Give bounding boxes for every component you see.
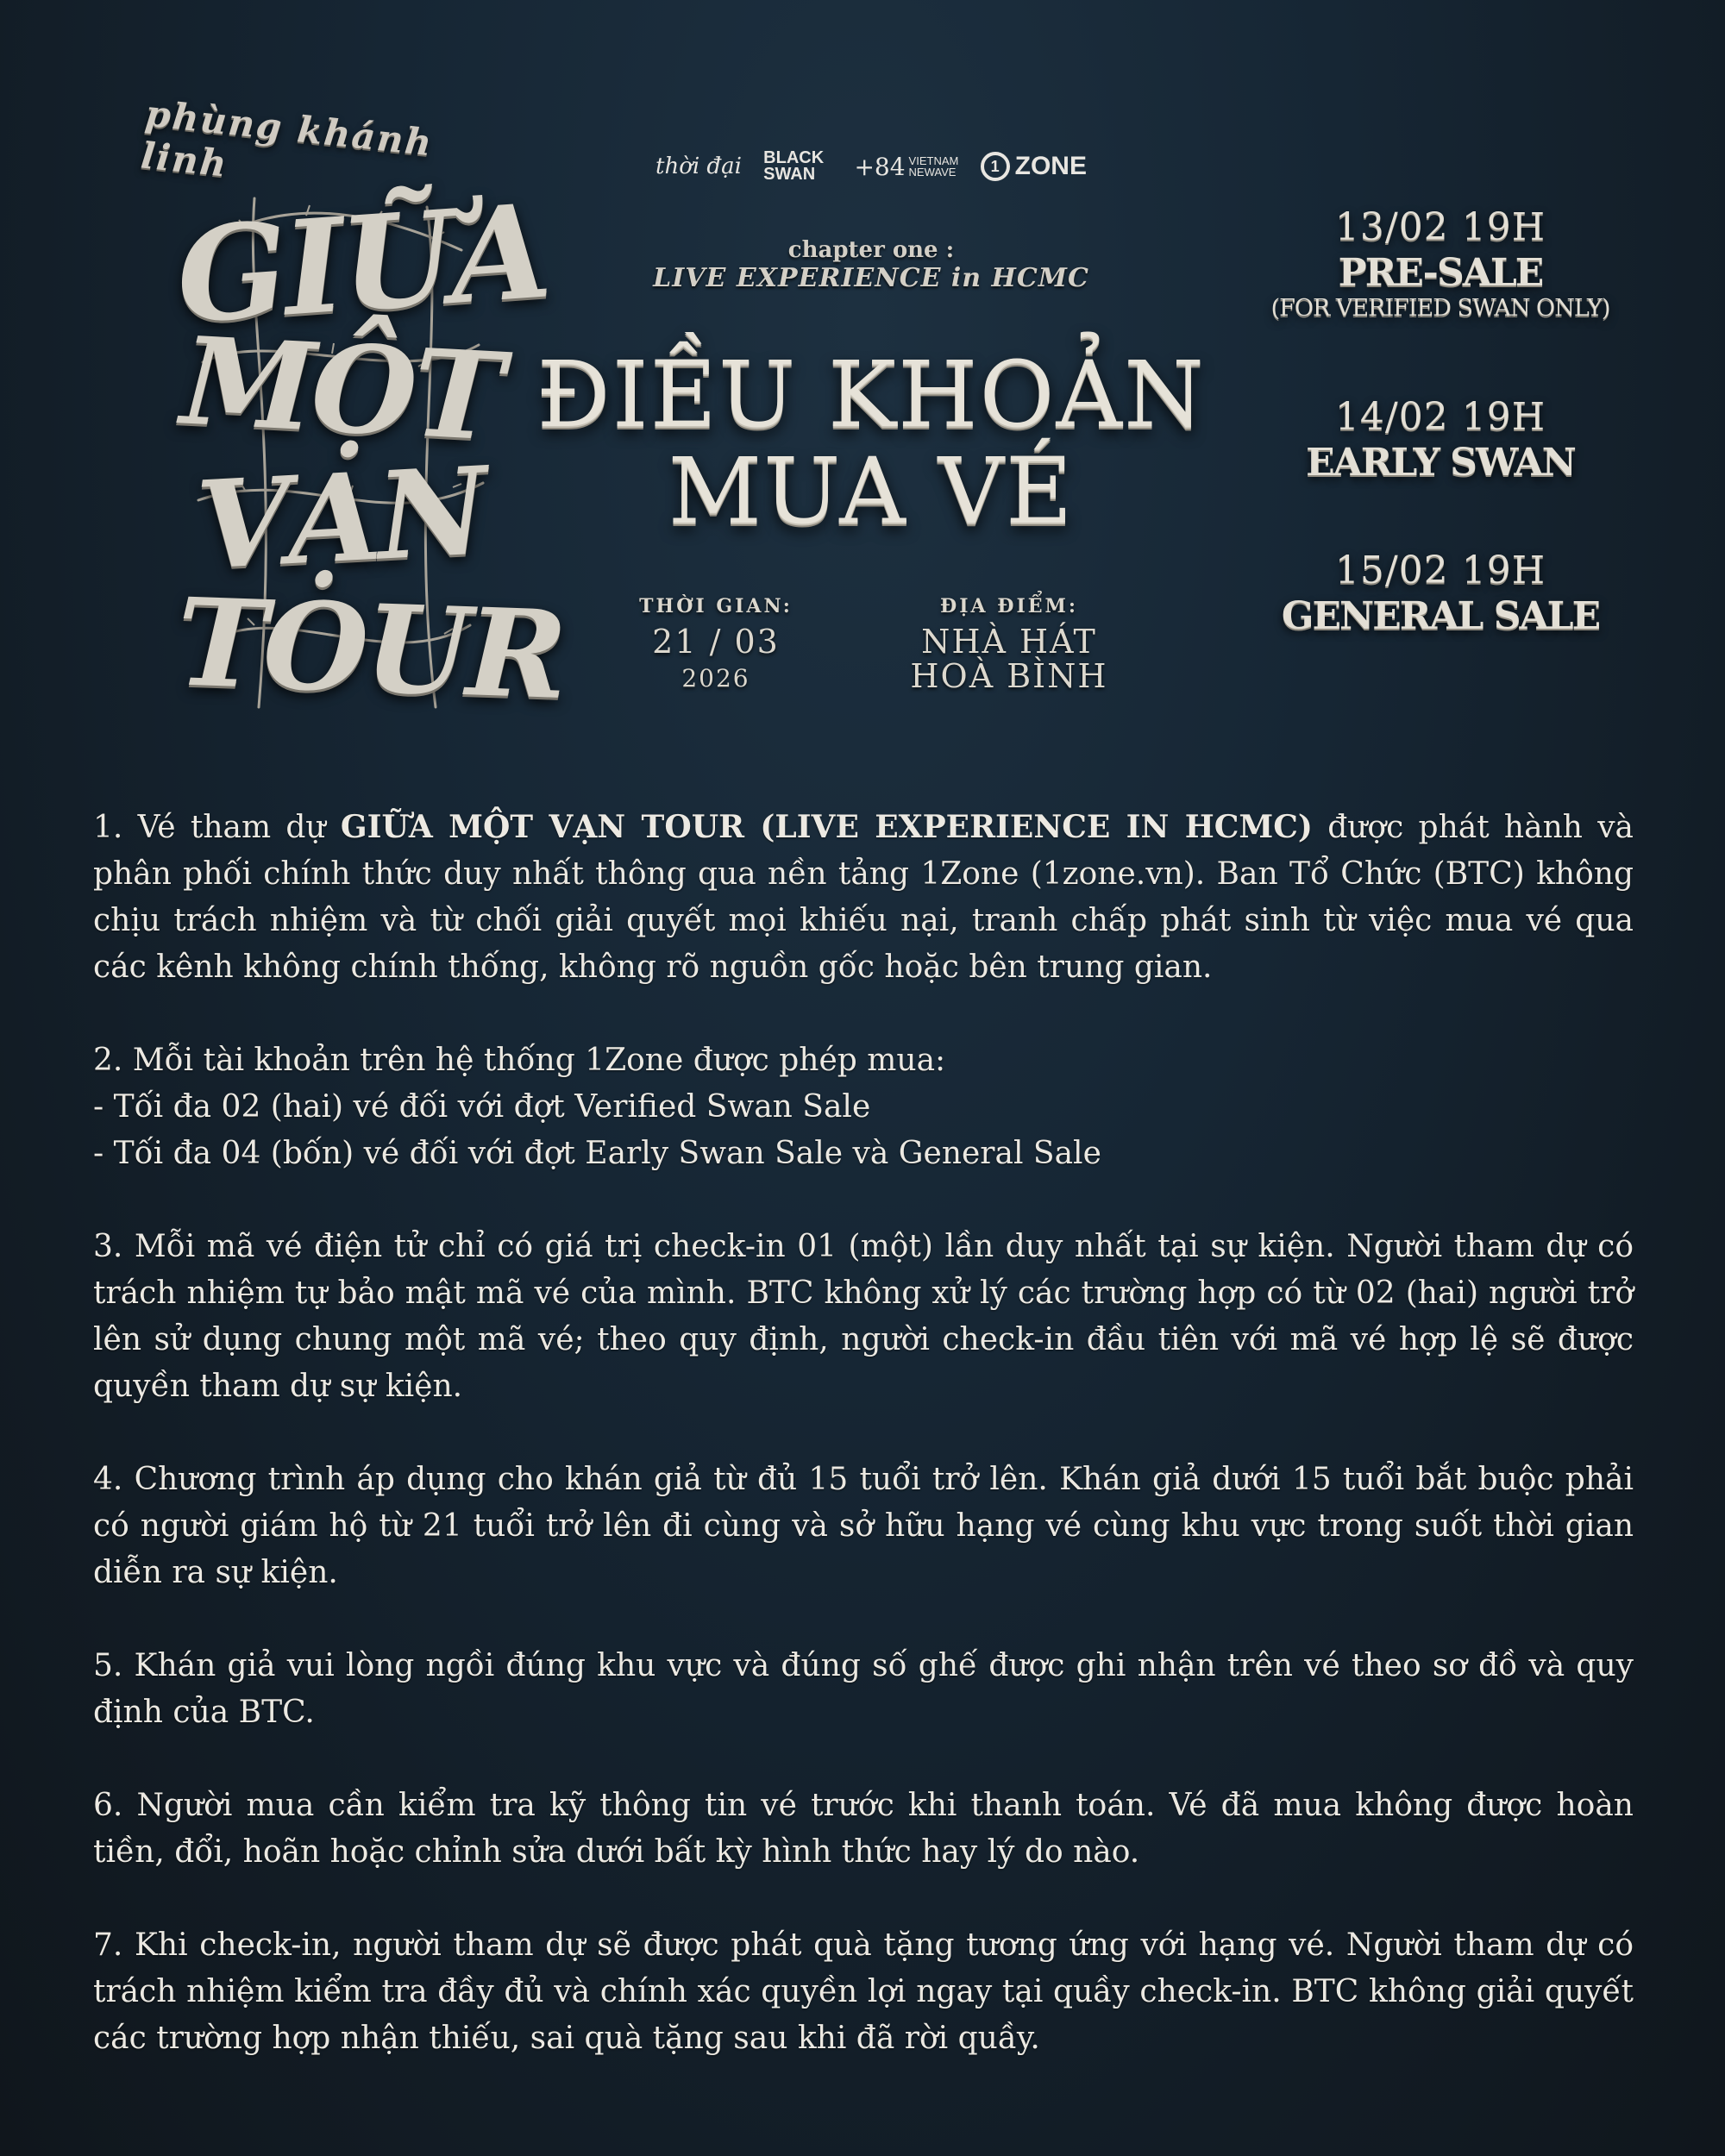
time-value: 21 / 03 (652, 623, 780, 661)
term-2-line-3: - Tối đa 04 (bốn) vé đối với đợt Early Swan Sale và General Sale (93, 1136, 1101, 1171)
place-label: ĐỊA ĐIỂM: (939, 595, 1078, 617)
sale-date: 14/02 19H (1334, 395, 1546, 439)
place-line-1: NHÀ HÁT (921, 623, 1097, 661)
page-title (518, 342, 1225, 544)
term-2-line-1: 2. Mỗi tài khoản trên hệ thống 1Zone được phép mua: (93, 1043, 946, 1078)
sale-date: 13/02 19H (1334, 205, 1546, 249)
thoidai-logo: thời đại (656, 154, 742, 179)
blackswan-line-1: BLACK (763, 148, 825, 167)
term-1 (93, 804, 1634, 991)
time-label: THỜI GIAN: (639, 595, 793, 617)
title-line-1: ĐIỀU KHOẢN (536, 342, 1206, 448)
chapter-line-1: chapter one : (787, 237, 955, 263)
vietnam-newave-logo (854, 152, 959, 181)
sale-note: (FOR VERIFIED SWAN ONLY) (1270, 295, 1610, 322)
term-1-body: được phát hành và phân phối chính thức duy nhất thông qua nền tảng 1Zone (1zone.vn). Ban Tổ Chức (BTC) không chịu trách nhiệm và từ chối giải quyết mọi khiếu nại, tranh chấp phát sinh từ việc mua vé qua các kênh không chính thống, không rõ nguồn gốc hoặc bên trung gian. (93, 810, 1634, 985)
tour-logo (172, 175, 567, 727)
term-6: 6. Người mua cần kiểm tra kỹ thông tin vé trước khi thanh toán. Vé đã mua không được hoàn tiền, đổi, hoãn hoặc chỉnh sửa dưới bất kỳ hình thức hay lý do nào. (93, 1788, 1634, 1870)
sale-presale (1225, 205, 1656, 322)
term-3: 3. Mỗi mã vé điện tử chỉ có giá trị check-in 01 (một) lần duy nhất tại sự kiện. Người tham dự có trách nhiệm tự bảo mật mã vé của mình. BTC không xử lý các trường hợp có từ 02 (hai) người trở lên sử dụng chung một mã vé; theo quy định, người check-in đầu tiên với mã vé hợp lệ sẽ được quyền tham dự sự kiện. (93, 1229, 1634, 1404)
tour-logo-line-3: VẠN (193, 441, 488, 598)
event-place (897, 595, 1121, 693)
term-4: 4. Chương trình áp dụng cho khán giả từ đủ 15 tuổi trở lên. Khán giả dưới 15 tuổi bắt buộc phải có người giám hộ từ 21 tuổi trở lên đi cùng và sở hữu hạng vé cùng khu vực trong suốt thời gian diễn ra sự kiện. (93, 1462, 1634, 1590)
title-line-2: MUA VÉ (668, 438, 1075, 544)
sale-name: PRE-SALE (1338, 251, 1543, 295)
chapter-line-2: LIVE EXPERIENCE in HCMC (653, 263, 1089, 293)
term-2-line-2: - Tối đa 02 (hai) vé đối với đợt Verified Swan Sale (93, 1089, 871, 1125)
artist-name: phùng khánh linh (139, 91, 436, 185)
time-year: 2026 (681, 664, 750, 693)
terms-list (93, 804, 1634, 2109)
vn-number: +84 (854, 152, 906, 181)
sale-name: GENERAL SALE (1281, 594, 1600, 638)
1zone-logo (981, 152, 1087, 181)
place-line-2: HOÀ BÌNH (910, 657, 1108, 695)
zone-mark-icon: 1 (981, 152, 1010, 181)
sale-early-swan (1225, 395, 1656, 485)
tour-logo-line-2: MỘT (178, 310, 504, 469)
term-1-prefix: 1. Vé tham dự (93, 810, 341, 845)
sale-general (1225, 548, 1656, 638)
tour-logo-line-4: TOUR (174, 572, 567, 727)
sale-name: EARLY SWAN (1306, 441, 1575, 485)
event-time (604, 595, 828, 693)
zone-text: ZONE (1014, 152, 1087, 180)
term-7: 7. Khi check-in, người tham dự sẽ được phát quà tặng tương ứng với hạng vé. Người tham dự có trách nhiệm kiểm tra đầy đủ và chính xác quyền lợi ngay tại quầy check-in. BTC không giải quyết các trường hợp nhận thiếu, sai quà tặng sau khi đã rời quầy. (93, 1927, 1634, 2056)
sponsor-logos (656, 145, 1087, 188)
tour-logo-line-1: GIỮA (172, 175, 553, 354)
vn-line-1: VIETNAM (908, 154, 959, 167)
blackswan-line-2: SWAN (763, 165, 816, 184)
term-2 (93, 1037, 1634, 1177)
chapter-heading (638, 237, 1104, 293)
sale-date: 15/02 19H (1334, 548, 1546, 592)
vn-line-2: NEWAVE (908, 166, 957, 179)
blackswan-logo (763, 150, 832, 183)
term-1-tour-name: GIỮA MỘT VẠN TOUR (LIVE EXPERIENCE IN HCMC) (340, 809, 1313, 845)
term-5: 5. Khán giả vui lòng ngồi đúng khu vực và đúng số ghế được ghi nhận trên vé theo sơ đồ và quy định của BTC. (93, 1648, 1634, 1730)
